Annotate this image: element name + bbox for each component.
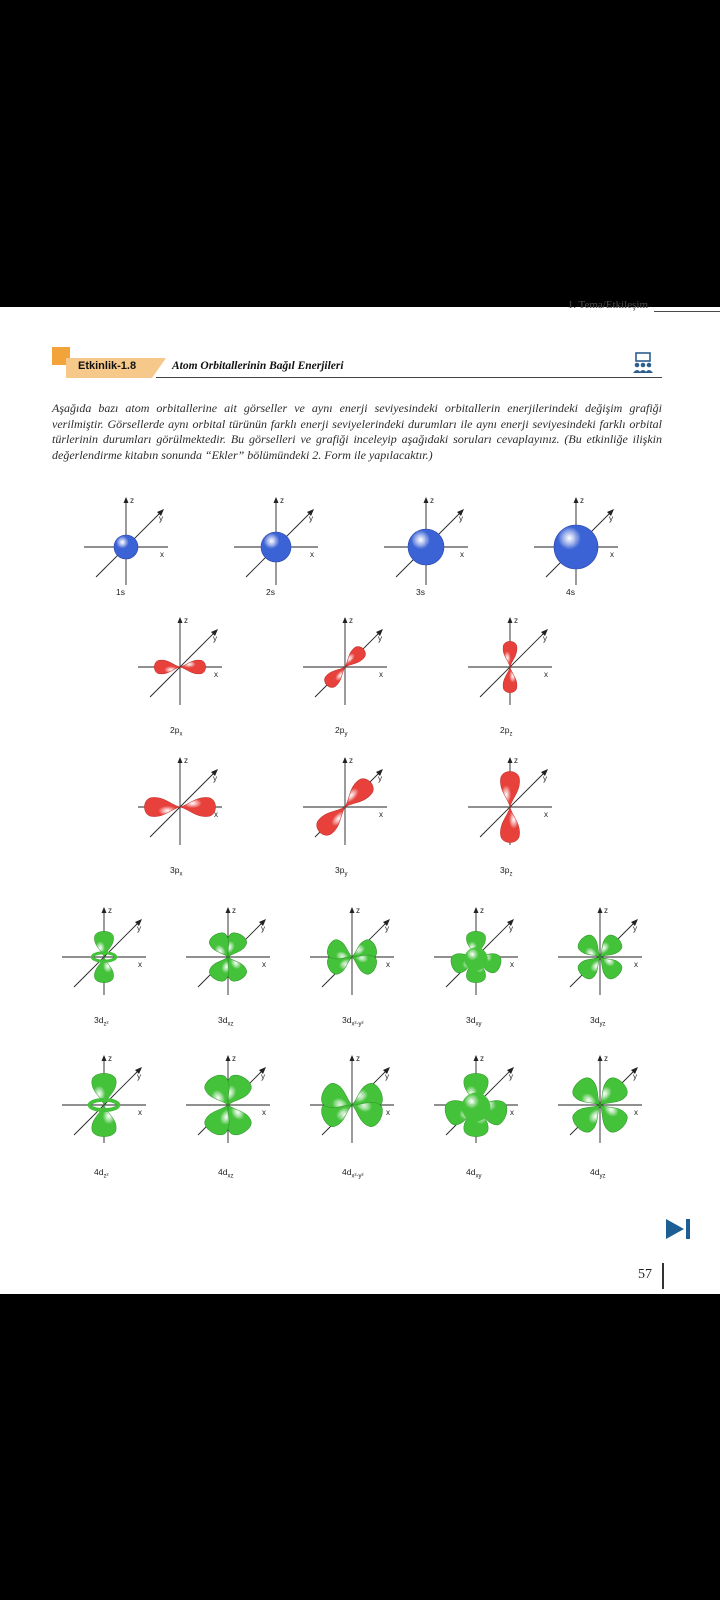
axis-label-y: y — [378, 774, 382, 783]
orbital-4d-2 — [293, 1050, 411, 1160]
p-orbital-lobe — [500, 807, 519, 843]
orbital-label: 3s — [416, 587, 425, 597]
axis-label-z: z — [184, 616, 188, 625]
axis-label-z: z — [356, 906, 360, 915]
textbook-page — [0, 299, 720, 1294]
axis-label-z: z — [604, 906, 608, 915]
orbital-3d-1 — [169, 902, 287, 1012]
orbital-3d-0 — [45, 902, 163, 1012]
axis-label-y: y — [137, 924, 141, 933]
axis-label-y: y — [509, 1072, 513, 1081]
orbital-label: $3d_{yz}$ — [590, 1015, 606, 1028]
axis-label-z: z — [349, 616, 353, 625]
orbital-label: 2s — [266, 587, 275, 597]
p-orbital-lobe — [144, 797, 180, 816]
axis-label-y: y — [378, 634, 382, 643]
axes — [558, 1059, 642, 1143]
axis-label-y: y — [609, 514, 613, 523]
header-rule — [156, 377, 662, 378]
orbital-3d-3 — [417, 902, 535, 1012]
page-number: 57 — [638, 1267, 652, 1282]
axis-label-y: y — [385, 1072, 389, 1081]
axis-label-z: z — [480, 906, 484, 915]
s-orbital-sphere — [408, 529, 444, 565]
axis-label-y: y — [213, 634, 217, 643]
axis-label-y: y — [543, 634, 547, 643]
orbital-4s — [516, 492, 636, 602]
axis-label-z: z — [108, 906, 112, 915]
axis-label-y: y — [633, 1072, 637, 1081]
axis-label-x: x — [544, 670, 548, 679]
axis-label-x: x — [379, 670, 383, 679]
axis-label-x: x — [262, 960, 266, 969]
s-orbital-sphere — [554, 525, 598, 569]
orbital-3px — [115, 747, 245, 867]
orbital-label: $4d_{z^2}$ — [94, 1167, 109, 1180]
axis-label-x: x — [386, 1108, 390, 1117]
group-activity-icon — [632, 352, 654, 374]
orbital-label: $4d_{xy}$ — [466, 1167, 482, 1180]
p-orbital-lobe — [154, 660, 180, 674]
orbital-2s — [216, 492, 336, 602]
axis-label-y: y — [159, 514, 163, 523]
axis-label-x: x — [634, 960, 638, 969]
orbital-2pz — [445, 607, 575, 727]
axis-label-x: x — [379, 810, 383, 819]
activity-title: Atom Orbitallerinin Bağıl Enerjileri — [172, 360, 344, 372]
orbital-2px — [115, 607, 245, 727]
orbital-label: 4s — [566, 587, 575, 597]
axis-label-x: x — [160, 550, 164, 559]
orbital-label: $3p_y$ — [335, 865, 348, 878]
axis-label-z: z — [232, 1054, 236, 1063]
axis-label-y: y — [385, 924, 389, 933]
activity-tag: Etkinlik-1.8 — [78, 360, 137, 372]
p-orbital-lobe — [503, 667, 517, 693]
axis-label-x: x — [634, 1108, 638, 1117]
axes — [303, 761, 387, 845]
axis-label-z: z — [430, 496, 434, 505]
orbital-2py — [280, 607, 410, 727]
orbital-label: 1s — [116, 587, 125, 597]
axis-label-z: z — [356, 1054, 360, 1063]
d-orbital-center — [464, 947, 487, 970]
axis-label-y: y — [633, 924, 637, 933]
axis-label-y: y — [261, 1072, 265, 1081]
orbital-label: $3d_{xy}$ — [466, 1015, 482, 1028]
axis-label-z: z — [580, 496, 584, 505]
page-number-rule — [662, 1263, 664, 1289]
p-orbital-lobe — [500, 771, 519, 807]
orbital-label: $2p_x$ — [170, 725, 183, 738]
orbital-label: $3p_z$ — [500, 865, 513, 878]
activity-header — [52, 347, 662, 377]
axis-label-x: x — [214, 810, 218, 819]
orbital-label: $2p_y$ — [335, 725, 348, 738]
axis-label-z: z — [480, 1054, 484, 1063]
axis-label-z: z — [232, 906, 236, 915]
orbital-label: $3d_{z^2}$ — [94, 1015, 109, 1028]
axes — [138, 621, 222, 705]
axes — [558, 911, 642, 995]
axis-label-x: x — [386, 960, 390, 969]
axis-label-x: x — [262, 1108, 266, 1117]
orbital-4d-3 — [417, 1050, 535, 1160]
axis-label-y: y — [213, 774, 217, 783]
orbital-4d-4 — [541, 1050, 659, 1160]
axis-label-x: x — [510, 960, 514, 969]
axis-label-x: x — [214, 670, 218, 679]
orbital-1s — [66, 492, 186, 602]
orbital-label: $2p_z$ — [500, 725, 513, 738]
axis-label-y: y — [261, 924, 265, 933]
play-next-icon[interactable] — [666, 1219, 692, 1239]
running-head: 1. Tema/Etkileşim — [567, 299, 648, 311]
s-orbital-sphere — [114, 535, 138, 559]
orbital-label: $3p_x$ — [170, 865, 183, 878]
axis-label-z: z — [184, 756, 188, 765]
axis-label-x: x — [460, 550, 464, 559]
axis-label-y: y — [309, 514, 313, 523]
orbital-3s — [366, 492, 486, 602]
axis-label-x: x — [310, 550, 314, 559]
orbital-4d-1 — [169, 1050, 287, 1160]
axis-label-z: z — [514, 756, 518, 765]
orbital-label: $3d_{xz}$ — [218, 1015, 234, 1028]
axis-label-x: x — [138, 960, 142, 969]
axis-label-z: z — [130, 496, 134, 505]
orbital-3d-4 — [541, 902, 659, 1012]
axes — [303, 621, 387, 705]
orbital-3pz — [445, 747, 575, 867]
d-orbital-center — [462, 1093, 491, 1122]
axis-label-x: x — [138, 1108, 142, 1117]
axis-label-z: z — [349, 756, 353, 765]
axis-label-z: z — [514, 616, 518, 625]
axis-label-x: x — [544, 810, 548, 819]
axis-label-x: x — [610, 550, 614, 559]
orbital-4d-0 — [45, 1050, 163, 1160]
orbital-label: $4d_{x^2-y^2}$ — [342, 1167, 364, 1180]
axis-label-z: z — [280, 496, 284, 505]
p-orbital-lobe — [180, 660, 206, 674]
p-orbital-lobe — [180, 797, 216, 816]
intro-paragraph: Aşağıda bazı atom orbitallerine ait görseller ve aynı enerji seviyesindeki orbitallerin enerjilerindeki değişim grafiği verilmiştir. Görsellerde aynı orbital türünün farklı enerji seviyelerindeki durumları ile aynı enerji seviyesindeki farklı orbital türlerinin durumları görülmektedir. Bu görselleri ve grafiği inceleyip aşağıdaki soruları cevaplayınız. (Bu etkinliğe ilişkin değerlendirme kitabın sonunda “Ekler” bölümündeki 2. Form ile yapılacaktır.) — [52, 401, 662, 462]
axis-label-z: z — [108, 1054, 112, 1063]
orbital-3py — [280, 747, 410, 867]
orbital-label: $3d_{x^2-y^2}$ — [342, 1015, 364, 1028]
p-orbital-lobe — [503, 641, 517, 667]
orbital-label: $4d_{xz}$ — [218, 1167, 234, 1180]
running-head-rule — [654, 311, 720, 312]
s-orbital-sphere — [261, 532, 291, 562]
axis-label-y: y — [137, 1072, 141, 1081]
orbital-label: $4d_{yz}$ — [590, 1167, 606, 1180]
axis-label-x: x — [510, 1108, 514, 1117]
orbital-3d-2 — [293, 902, 411, 1012]
axis-label-y: y — [543, 774, 547, 783]
axis-label-z: z — [604, 1054, 608, 1063]
axes — [310, 911, 394, 995]
axis-label-y: y — [459, 514, 463, 523]
axis-label-y: y — [509, 924, 513, 933]
